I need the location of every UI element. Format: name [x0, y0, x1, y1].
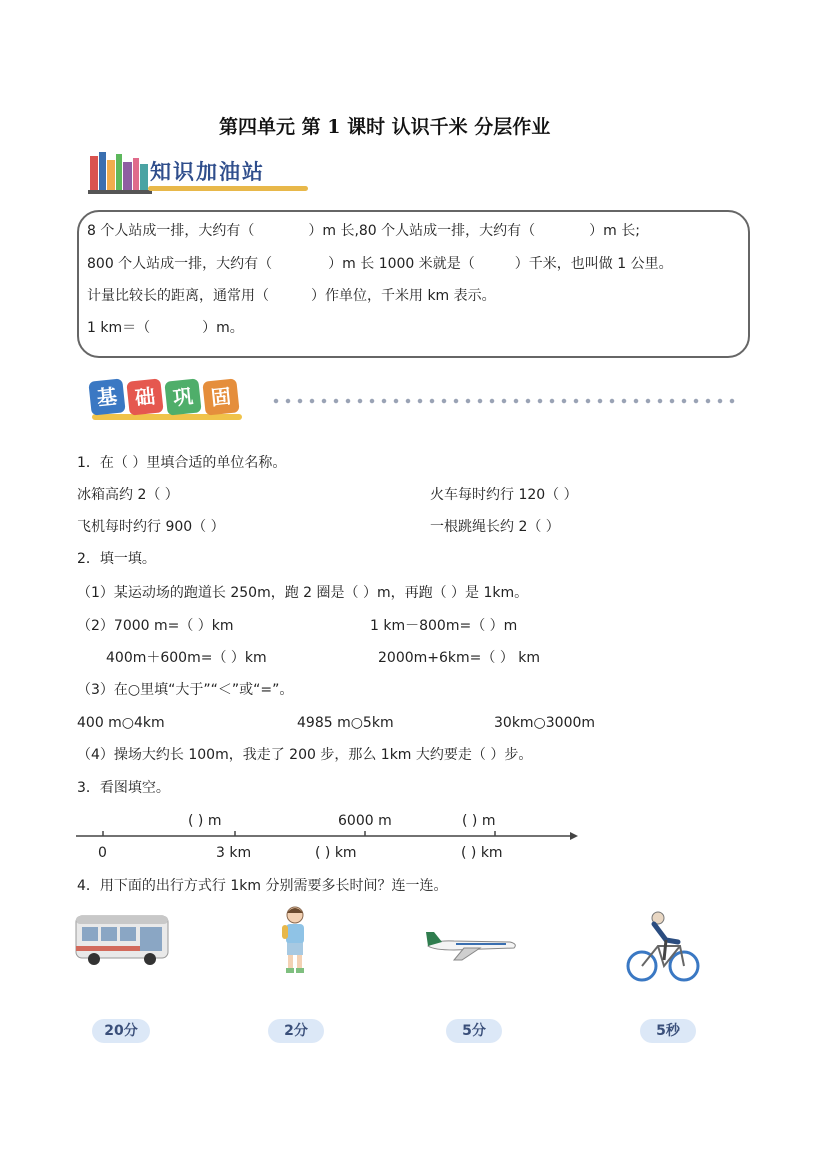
knowledge-text: 800 个人站成一排，大约有（: [87, 256, 273, 272]
q2-part-1: （1）某运动场的跑道长 250m，跑 2 圈是（ ）m，再跑（ ）是 1km。: [77, 585, 529, 601]
knowledge-text: ）作单位，千米用 km 表示。: [311, 288, 496, 304]
knowledge-header-label: 知识加油站: [150, 160, 265, 184]
top-label: ( ) m: [462, 813, 496, 829]
walking-child-icon: [278, 905, 312, 977]
knowledge-text: 8 个人站成一排，大约有（: [87, 223, 255, 239]
q2-part-2d: 2000m+6km=（ ） km: [378, 650, 541, 666]
q2-part-4: （4）操场大约长 100m，我走了 200 步，那么 1km 大约要走（ ）步。: [77, 747, 533, 763]
knowledge-header: [88, 150, 318, 196]
cyclist-icon: [624, 910, 704, 984]
basics-header: [84, 376, 264, 426]
q2-part-2b: 1 km－800m=（ ）m: [370, 618, 518, 634]
q2-compare-a: 400 m○4km: [77, 715, 165, 731]
top-label: ( ) m: [188, 813, 222, 829]
basics-tile: 基: [88, 378, 125, 415]
q2-compare-c: 30km○3000m: [494, 715, 596, 731]
time-badge-20min[interactable]: 20分: [92, 1019, 150, 1043]
bottom-label: ( ) km: [315, 845, 357, 861]
header-underline: [148, 186, 308, 191]
knowledge-text: ）m 长 1000 米就是（: [328, 256, 475, 272]
books-icon: [88, 150, 152, 194]
time-badge-2min[interactable]: 2分: [268, 1019, 324, 1043]
q1-item-d: 一根跳绳长约 2（ ）: [430, 519, 560, 535]
top-label: 6000 m: [338, 813, 392, 829]
knowledge-text: ）m。: [202, 320, 244, 336]
knowledge-text: ）m 长;: [589, 223, 640, 239]
knowledge-text: ）千米，也叫做 1 公里。: [514, 256, 673, 272]
q1-title: 1．在（ ）里填合适的单位名称。: [77, 455, 287, 471]
q4-title: 4．用下面的出行方式行 1km 分别需要多长时间？连一连。: [77, 878, 448, 894]
basics-tile: 础: [126, 378, 163, 415]
q3-title: 3．看图填空。: [77, 780, 170, 796]
bottom-label: 3 km: [216, 845, 252, 861]
bottom-label: ( ) km: [461, 845, 503, 861]
bus-icon: [74, 912, 172, 968]
q1-item-c: 飞机每时约行 900（ ）: [77, 519, 225, 535]
q2-title: 2．填一填。: [77, 551, 156, 567]
dotted-divider: [270, 398, 740, 404]
knowledge-line-4: [87, 318, 244, 338]
arrow-head-icon: [570, 832, 578, 840]
q2-part-3: （3）在○里填“大于”“＜”或“=”。: [77, 682, 294, 698]
q1-item-b: 火车每时约行 120（ ）: [430, 487, 578, 503]
airplane-icon: [424, 928, 520, 964]
page-title: 第四单元 第 1 课时 认识千米 分层作业: [219, 116, 551, 138]
q1-item-a: 冰箱高约 2（ ）: [77, 487, 179, 503]
knowledge-line-1: [87, 221, 640, 241]
basics-tile: 固: [202, 378, 239, 415]
bottom-label: 0: [98, 845, 107, 861]
knowledge-text: 计量比较长的距离，通常用（: [87, 288, 269, 304]
q2-compare-b: 4985 m○5km: [297, 715, 394, 731]
knowledge-line-2: [87, 254, 673, 274]
knowledge-line-3: [87, 286, 496, 306]
knowledge-text: 1 km＝（: [87, 320, 151, 336]
time-badge-5min[interactable]: 5分: [446, 1019, 502, 1043]
knowledge-text: ）m 长,80 个人站成一排，大约有（: [308, 223, 536, 239]
q2-part-2a: （2）7000 m=（ ）km: [77, 618, 234, 634]
time-badge-5sec[interactable]: 5秒: [640, 1019, 696, 1043]
q2-part-2c: 400m＋600m=（ ）km: [106, 650, 267, 666]
basics-tile: 巩: [164, 378, 201, 415]
basics-underline: [92, 414, 242, 420]
